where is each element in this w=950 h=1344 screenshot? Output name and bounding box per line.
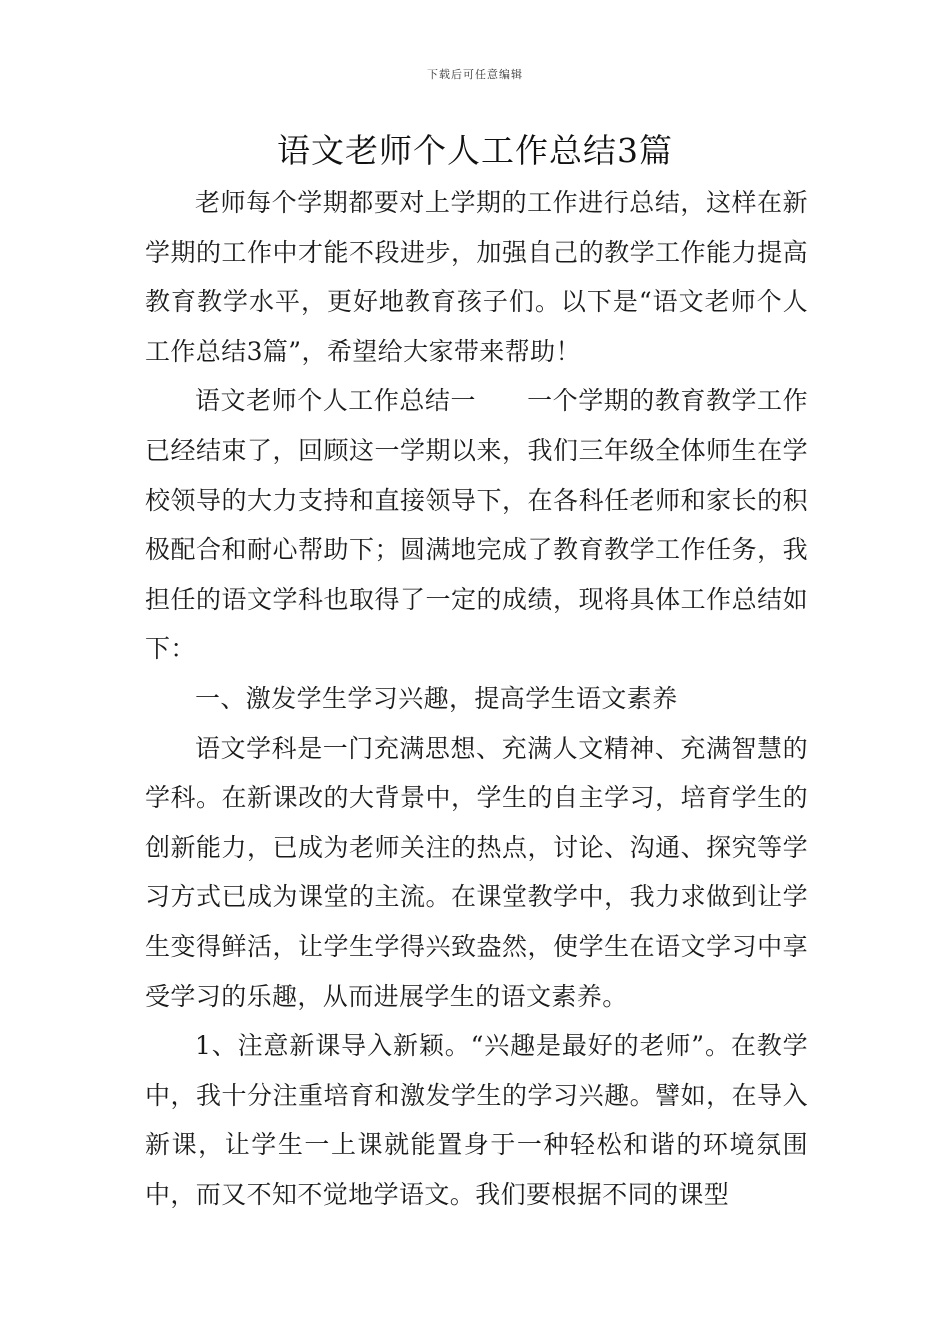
paragraph-subject: 语文学科是一门充满思想、充满人文精神、充满智慧的学科。在新课改的大背景中，学生的自主学习，培育学生的创新能力，已成为老师关注的热点，讨论、沟通、探究等学习方式已成为课堂的主流。在课堂教学中，我力求做到让学生变得鲜活，让学生学得兴致盎然，使学生在语文学习中享受学习的乐趣，从而进展学生的语文素养。 <box>145 733 808 1011</box>
paragraph-summary-one: 语文老师个人工作总结一 一个学期的教育教学工作已经结束了，回顾这一学期以来，我们三年级全体师生在学校领导的大力支持和直接领导下，在各科任老师和家长的积极配合和耐心帮助下；圆满地完成了教育教学工作任务，我担任的语文学科也取得了一定的成绩，现将具体工作总结如下： <box>145 386 808 664</box>
paragraph-intro: 老师每个学期都要对上学期的工作进行总结，这样在新学期的工作中才能不段进步，加强自己的教学工作能力提高教育教学水平，更好地教育孩子们。以下是“语文老师个人工作总结3篇”，希望给大家带来帮助！ <box>145 188 808 366</box>
document-body <box>145 178 808 1219</box>
document-title: 语文老师个人工作总结3篇 <box>277 131 673 170</box>
paragraph-point-one: 1、注意新课导入新颖。“兴趣是最好的老师”。在教学中，我十分注重培育和激发学生的学习兴趣。譬如，在导入新课，让学生一上课就能置身于一种轻松和谐的环境氛围中，而又不知不觉地学语文。我们要根据不同的课型 <box>145 1031 808 1209</box>
section-heading-one: 一、激发学生学习兴趣，提高学生语文素养 <box>195 683 678 713</box>
header-note: 下载后可任意编辑 <box>427 68 523 81</box>
